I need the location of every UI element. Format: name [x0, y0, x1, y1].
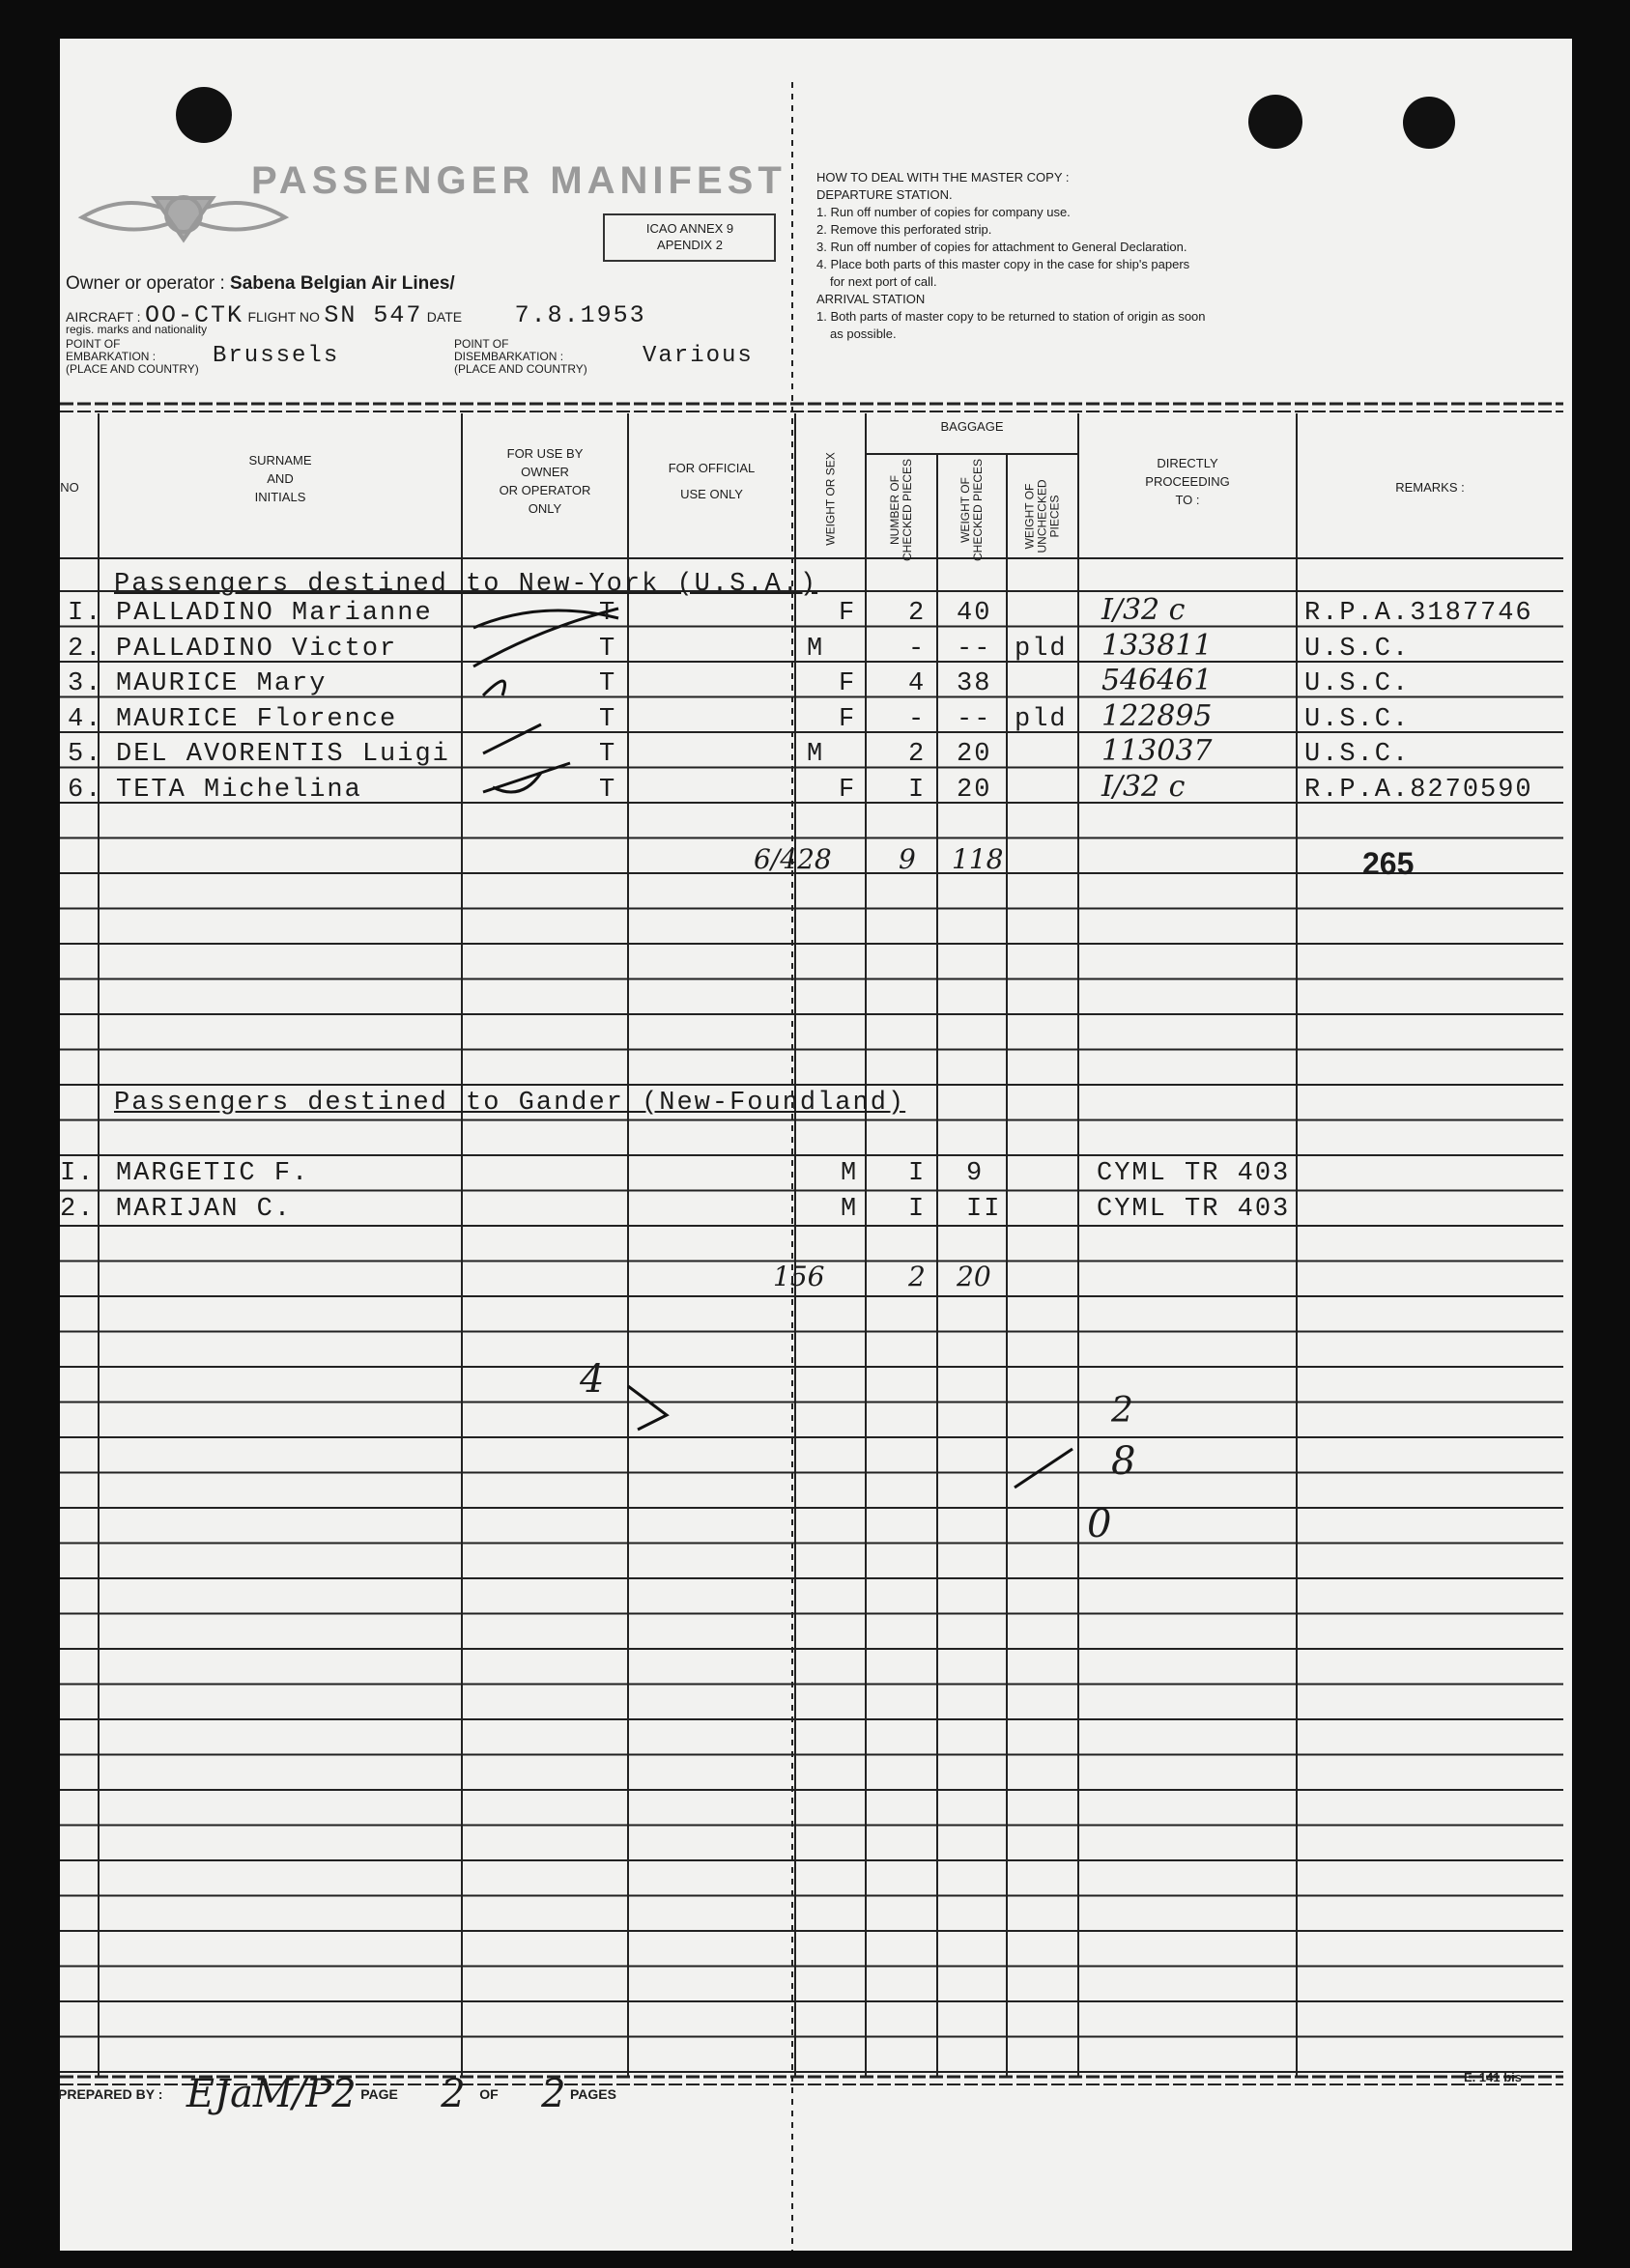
row-pieces: 4	[908, 669, 927, 698]
footer	[58, 2072, 616, 2116]
instructions-step-4b: for next port of call.	[830, 274, 937, 289]
instructions-step-3: 3. Run off number of copies for attachment to General Declaration.	[816, 240, 1187, 254]
group1-total-weight: 118	[952, 843, 1004, 875]
row-weight: 9	[966, 1159, 985, 1188]
col-owner-use-4: ONLY	[528, 501, 562, 516]
row-name: MARGETIC F.	[116, 1159, 310, 1188]
row-weight: II	[966, 1194, 1002, 1224]
row-remarks: U.S.C.	[1304, 740, 1411, 769]
embark-label-3: (PLACE AND COUNTRY)	[66, 362, 199, 376]
col-official-1: FOR OFFICIAL	[668, 461, 756, 475]
row-owner-code: T	[599, 669, 617, 698]
annotation-fraction-top: 2	[1111, 1391, 1133, 1431]
row-remarks: R.P.A.3187746	[1304, 599, 1533, 628]
instructions-heading: HOW TO DEAL WITH THE MASTER COPY :	[816, 170, 1070, 184]
row-unchecked: pld	[1015, 634, 1068, 664]
embark-value: Brussels	[213, 343, 340, 369]
instructions-arrival-2: as possible.	[830, 326, 897, 341]
row-weight: 38	[957, 669, 992, 698]
col-weight-sex: WEIGHT OR SEX	[823, 452, 838, 546]
row-weight: 20	[957, 775, 992, 805]
row-owner-code: T	[599, 634, 617, 664]
col-surname-1: SURNAME	[248, 453, 312, 468]
disembark-value: Various	[643, 343, 754, 369]
col-owner-use-3: OR OPERATOR	[499, 483, 591, 497]
row-no: 2.	[60, 1194, 96, 1224]
row-remarks: U.S.C.	[1304, 669, 1411, 698]
row-remarks: R.P.A.8270590	[1304, 775, 1533, 805]
row-proceeding: CYML TR 403	[1097, 1194, 1291, 1224]
row-proceeding: CYML TR 403	[1097, 1159, 1291, 1188]
group1-total-sex: 6/428	[754, 843, 832, 875]
row-owner-code: T	[599, 599, 617, 628]
annotation-fraction-mid: 8	[1111, 1439, 1136, 1484]
instructions-step-2: 2. Remove this perforated strip.	[816, 222, 992, 237]
instructions-step-4: 4. Place both parts of this master copy in the case for ship's papers	[816, 257, 1190, 271]
group1-total-pieces: 9	[899, 843, 916, 875]
group2-heading: Passengers destined to Gander (New-Foundland)	[114, 1089, 906, 1118]
icao-annex-line2: APENDIX 2	[657, 238, 723, 252]
row-owner-code: T	[599, 775, 617, 805]
aircraft-label: AIRCRAFT :	[66, 309, 141, 325]
row-no: 4.	[68, 704, 103, 734]
annotation-fraction-bottom: 0	[1087, 1502, 1112, 1546]
instructions-departure: DEPARTURE STATION.	[816, 187, 953, 202]
row-pieces: I	[908, 1194, 927, 1224]
row-weight: 40	[957, 599, 992, 628]
row-sex: M	[807, 740, 825, 769]
row-proceeding: I/32 c	[1101, 593, 1186, 627]
instructions-arrival-1: 1. Both parts of master copy to be returned to station of origin as soon	[816, 309, 1206, 324]
prepared-value: EJaM/P2	[186, 2072, 357, 2116]
page-label: PAGE	[360, 2086, 398, 2102]
disembark-label-1: POINT OF	[454, 337, 509, 351]
flight-value: SN 547	[324, 301, 423, 329]
disembark-label-3: (PLACE AND COUNTRY)	[454, 362, 587, 376]
owner-label: Owner or operator :	[66, 273, 225, 294]
col-owner-use	[462, 444, 628, 518]
row-owner-code: T	[599, 704, 617, 734]
row-unchecked: pld	[1015, 704, 1068, 734]
page-value: 2	[441, 2072, 466, 2116]
col-surname	[179, 451, 382, 506]
row-name: TETA Michelina	[116, 775, 362, 805]
row-proceeding: I/32 c	[1101, 769, 1186, 804]
row-name: DEL AVORENTIS Luigi	[116, 740, 450, 769]
flight-label: FLIGHT NO	[247, 309, 320, 325]
instructions-step-1: 1. Run off number of copies for company use.	[816, 205, 1071, 219]
aircraft-value: OO-CTK	[144, 301, 243, 329]
row-no: 3.	[68, 669, 103, 698]
row-pieces: -	[908, 634, 927, 664]
col-surname-3: INITIALS	[254, 490, 306, 504]
prepared-label: PREPARED BY :	[58, 2086, 163, 2102]
row-owner-code: T	[599, 740, 617, 769]
embark-label-2: EMBARKATION :	[66, 350, 157, 363]
group2-total-sex: 156	[773, 1261, 825, 1292]
disembark-label-2: DISEMBARKATION :	[454, 350, 564, 363]
row-remarks: U.S.C.	[1304, 704, 1411, 734]
owner-value: Sabena Belgian Air Lines/	[230, 273, 455, 294]
col-official	[628, 459, 795, 503]
row-sex: M	[807, 634, 825, 664]
row-weight: --	[957, 634, 992, 664]
aircraft-note: regis. marks and nationality	[66, 323, 208, 336]
icao-annex-box	[613, 220, 767, 253]
of-value: 2	[541, 2072, 566, 2116]
row-name: PALLADINO Marianne	[116, 599, 433, 628]
col-official-2: USE ONLY	[680, 487, 743, 501]
row-sex: M	[841, 1159, 859, 1188]
col-surname-2: AND	[267, 471, 294, 486]
row-sex: F	[839, 669, 857, 698]
group2-total-pieces: 2	[908, 1261, 926, 1292]
row-name: MAURICE Florence	[116, 704, 398, 734]
row-sex: M	[841, 1194, 859, 1224]
instructions	[816, 169, 1435, 343]
date-label: DATE	[426, 309, 463, 325]
form-title: PASSENGER MANIFEST	[251, 159, 786, 202]
row-name: MARIJAN C.	[116, 1194, 293, 1224]
col-checked: NUMBER OF CHECKED PIECES	[888, 458, 914, 562]
col-owner-use-2: OWNER	[521, 465, 569, 479]
row-no: I.	[68, 599, 103, 628]
row-proceeding: 113037	[1101, 734, 1213, 768]
annotation-four: 4	[580, 1357, 605, 1402]
of-label: OF	[479, 2086, 499, 2102]
row-pieces: 2	[908, 599, 927, 628]
col-proceeding-3: TO :	[1175, 493, 1200, 507]
col-proceeding-1: DIRECTLY	[1157, 456, 1218, 470]
embark-label-1: POINT OF	[66, 337, 121, 351]
row-pieces: -	[908, 704, 927, 734]
row-pieces: I	[908, 1159, 927, 1188]
form-code: E. 141 bis	[1464, 2070, 1522, 2084]
col-no: NO	[60, 480, 79, 495]
col-weight-unchecked: WEIGHT OF UNCHECKED PIECES	[1022, 479, 1062, 553]
row-no: 2.	[68, 634, 103, 664]
pages-label: PAGES	[570, 2086, 616, 2102]
col-owner-use-1: FOR USE BY	[506, 446, 584, 461]
group2-total-weight: 20	[957, 1261, 991, 1292]
disembark-label	[454, 338, 587, 376]
icao-annex-line1: ICAO ANNEX 9	[645, 221, 734, 236]
row-no: 6.	[68, 775, 103, 805]
row-pieces: I	[908, 775, 927, 805]
row-name: MAURICE Mary	[116, 669, 328, 698]
row-sex: F	[839, 599, 857, 628]
row-weight: --	[957, 704, 992, 734]
col-proceeding-2: PROCEEDING	[1145, 474, 1230, 489]
sabena-logo-icon	[82, 197, 285, 240]
row-no: 5.	[68, 740, 103, 769]
row-name: PALLADINO Victor	[116, 634, 398, 664]
row-remarks: U.S.C.	[1304, 634, 1411, 664]
row-pieces: 2	[908, 740, 927, 769]
owner-line	[66, 273, 455, 295]
embark-label	[66, 338, 199, 376]
row-sex: F	[839, 704, 857, 734]
row-sex: F	[839, 775, 857, 805]
col-weight-checked: WEIGHT OF CHECKED PIECES	[958, 458, 985, 562]
group1-heading: Passengers destined to New-York (U.S.A.)	[114, 570, 818, 599]
row-proceeding: 133811	[1101, 628, 1213, 663]
date-value: 7.8.1953	[514, 301, 646, 329]
col-baggage: BAGGAGE	[940, 419, 1004, 434]
row-no: I.	[60, 1159, 96, 1188]
instructions-arrival: ARRIVAL STATION	[816, 292, 926, 306]
row-proceeding: 546461	[1101, 664, 1213, 697]
col-remarks: REMARKS :	[1395, 480, 1465, 495]
col-proceeding	[1078, 454, 1297, 509]
row-proceeding: 122895	[1101, 698, 1213, 733]
row-weight: 20	[957, 740, 992, 769]
group1-total-remarks: 265	[1362, 846, 1415, 881]
